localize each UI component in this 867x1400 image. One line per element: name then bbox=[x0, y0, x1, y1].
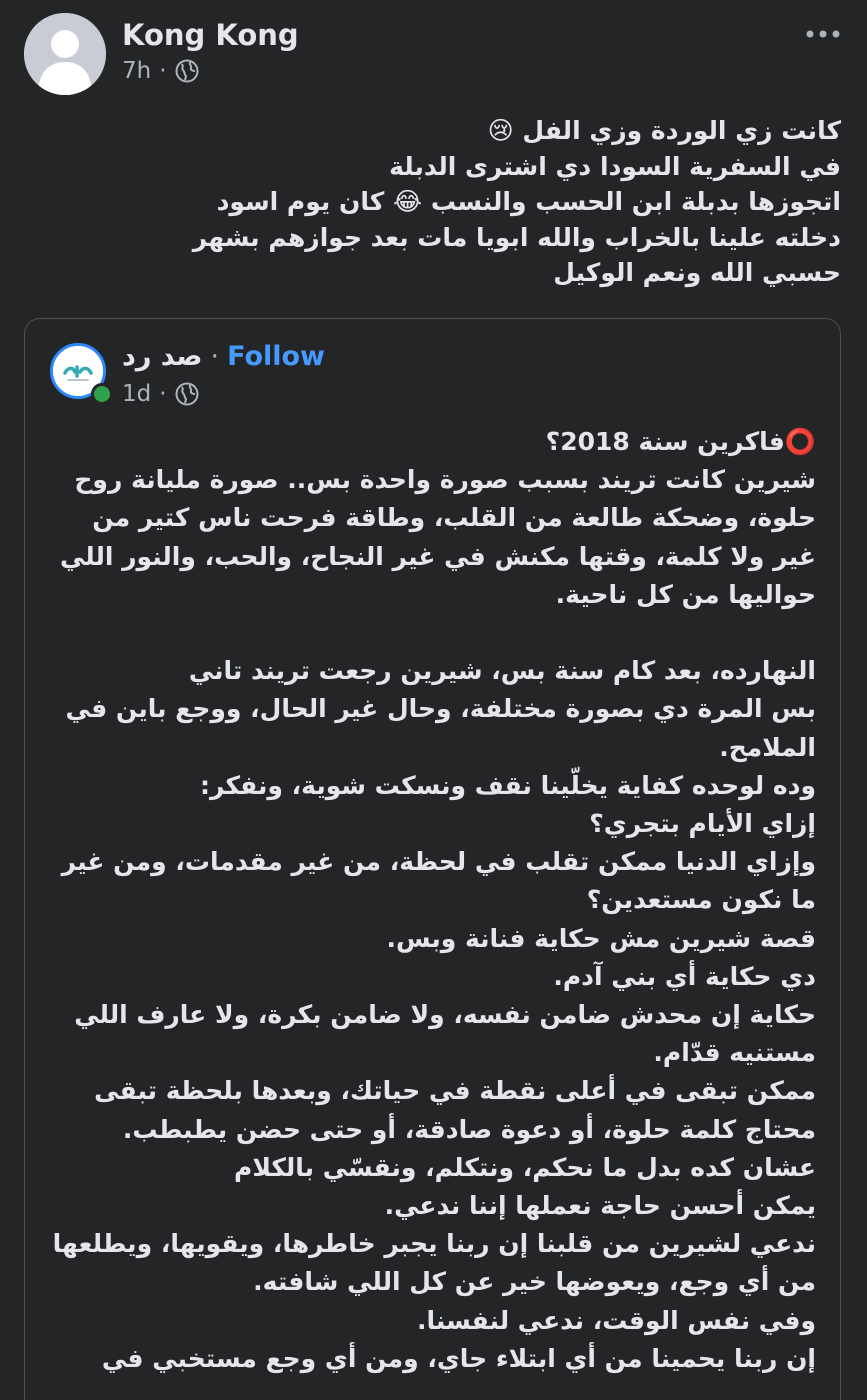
shared-text-line: عشان كده بدل ما نحكم، ونتكلم، ونقسّي بالكلام bbox=[234, 1152, 816, 1182]
shared-text-line: حلوة، وضحكة طالعة من القلب، وطاقة فرحت ناس كتير من bbox=[92, 503, 816, 533]
shared-text-line: مستنيه قدّام. bbox=[653, 1038, 816, 1068]
shared-page-name[interactable]: صد رد bbox=[122, 341, 203, 372]
meta-dot: · bbox=[159, 381, 167, 407]
post-text-line: في السفرية السودا دي اشترى الدبلة bbox=[389, 151, 841, 181]
post-text-line: دخلته علينا بالخراب والله ابويا مات بعد جوازهم بشهر bbox=[192, 222, 841, 252]
shared-text-line: حواليها من كل ناحية. bbox=[555, 579, 816, 609]
shared-text-line: إن ربنا يحمينا من أي ابتلاء جاي، ومن أي وجع مستخبي في bbox=[101, 1343, 816, 1373]
shared-text-line: شيرين كانت تريند بسبب صورة واحدة بس.. صورة مليانة روح bbox=[74, 465, 816, 495]
default-avatar-icon bbox=[24, 13, 106, 95]
post-text-line: حسبي الله ونعم الوكيل bbox=[553, 258, 841, 287]
more-options-button[interactable] bbox=[805, 22, 841, 46]
shared-text-line: وإزاي الدنيا ممكن تقلب في لحظة، من غير مقدمات، ومن غير bbox=[61, 847, 816, 877]
shared-text-line: ⭕فاكرين سنة 2018؟ bbox=[545, 427, 816, 456]
shared-text-line: دي حكاية أي بني آدم. bbox=[553, 961, 816, 991]
post-avatar[interactable] bbox=[24, 13, 106, 95]
shared-post-timestamp[interactable]: 1d bbox=[122, 381, 152, 407]
shared-text-line: وفي نفس الوقت، ندعي لنفسنا. bbox=[416, 1305, 816, 1335]
post-text-line: اتجوزها بدبلة ابن الحسب والنسب 😂 كان يوم اسود bbox=[216, 187, 841, 216]
shared-text-line: من أي وجع، ويعوضها خير عن كل اللي شافته. bbox=[253, 1267, 816, 1297]
shared-text-line: حكاية إن محدش ضامن نفسه، ولا ضامن بكرة، ولا عارف اللي bbox=[74, 1000, 816, 1030]
shared-post-card[interactable] bbox=[24, 318, 841, 1400]
globe-icon bbox=[175, 382, 199, 406]
post-timestamp[interactable]: 7h bbox=[122, 58, 152, 84]
header-separator: · bbox=[210, 341, 220, 372]
meta-dot: · bbox=[159, 58, 167, 84]
post-author-name[interactable]: Kong Kong bbox=[122, 18, 299, 52]
shared-text-line: ندعي لشيرين من قلبنا إن ربنا يجبر خاطرها، ويقويها، ويطلعها bbox=[52, 1229, 816, 1259]
follow-button[interactable]: Follow bbox=[227, 341, 325, 372]
shared-text-line: محتاج كلمة حلوة، أو دعوة صادقة، أو حتى حضن يطبطب. bbox=[122, 1114, 816, 1144]
shared-text-line: بس المرة دي بصورة مختلفة، وحال غير الحال، ووجع باين في bbox=[65, 694, 816, 724]
shared-text-line: قصة شيرين مش حكاية فنانة وبس. bbox=[386, 923, 816, 953]
shared-text-line: يمكن أحسن حاجة نعملها إننا ندعي. bbox=[384, 1191, 816, 1221]
shared-text-line: ممكن تبقى في أعلى نقطة في حياتك، وبعدها بلحظة تبقى bbox=[94, 1076, 816, 1106]
shared-post-meta bbox=[122, 381, 199, 407]
shared-text-line: إزاي الأيام بتجري؟ bbox=[589, 809, 816, 839]
shared-text-blank-line bbox=[46, 614, 816, 652]
shared-text-line: ما نكون مستعدين؟ bbox=[586, 885, 816, 915]
globe-icon bbox=[175, 59, 199, 83]
shared-text-line: وده لوحده كفاية يخلّينا نقف ونسكت شوية، ونفكر: bbox=[199, 770, 816, 800]
post-meta bbox=[122, 58, 199, 84]
shared-post-text bbox=[46, 423, 816, 1378]
shared-post-header bbox=[122, 341, 325, 372]
online-status-indicator bbox=[91, 383, 113, 405]
more-horizontal-icon bbox=[806, 30, 840, 38]
post-text-line: كانت زي الوردة وزي الفل 😢 bbox=[487, 116, 841, 145]
shared-text-line: الملامح. bbox=[719, 732, 816, 762]
shared-text-line: غير ولا كلمة، وقتها مكنش في غير النجاح، والحب، والنور اللي bbox=[59, 541, 816, 571]
post-text bbox=[41, 113, 841, 291]
shared-text-line: النهارده، بعد كام سنة بس، شيرين رجعت تريند تاني bbox=[188, 656, 816, 686]
